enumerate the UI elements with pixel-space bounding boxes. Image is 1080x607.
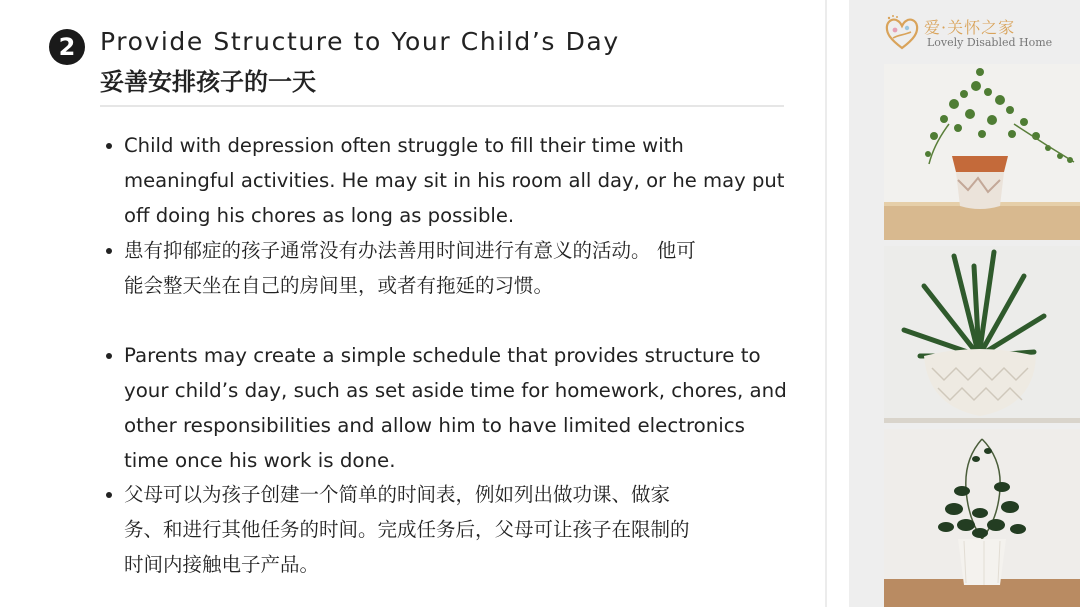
bullet-line: time once his work is done. (124, 449, 396, 472)
bullet-line: your child’s day, such as set aside time for homework, chores, and (124, 379, 787, 402)
bullet-line: Parents may create a simple schedule that provides structure to (124, 344, 761, 367)
succulent-image (884, 246, 1080, 423)
bullet-dot-icon (106, 143, 112, 149)
panel-divider (825, 0, 827, 607)
bullet-item-3 (124, 338, 804, 478)
bullet-line: 务、和进行其他任务的时间。完成任务后，父母可让孩子在限制的 (124, 518, 690, 541)
bullet-line: 时间内接触电子产品。 (124, 553, 320, 576)
bullet-dot-icon (106, 492, 112, 498)
bullet-line: 患有抑郁症的孩子通常没有办法善用时间进行有意义的活动。 他可 (124, 239, 696, 262)
bullet-item-1 (124, 128, 804, 233)
succulent-pot-photo (884, 246, 1080, 423)
bullet-dot-icon (106, 248, 112, 254)
bullet-line: 能会整天坐在自己的房间里，或者有拖延的习惯。 (124, 274, 554, 297)
bullet-dot-icon (106, 353, 112, 359)
hanging-plant-pot-photo (884, 64, 1080, 240)
bullet-line: Child with depression often struggle to fill their time with (124, 134, 684, 157)
bullet-line: other responsibilities and allow him to have limited electronics (124, 414, 745, 437)
logo-english-text: Lovely Disabled Home (927, 36, 1053, 49)
bullet-line: 父母可以为孩子创建一个简单的时间表，例如列出做功课、做家 (124, 483, 671, 506)
logo-chinese-text: 爱·关怀之家 (924, 18, 1016, 37)
page-title-english: Provide Structure to Your Child’s Day (100, 27, 620, 56)
title-divider (100, 105, 784, 107)
page-title-chinese: 妥善安排孩子的一天 (100, 68, 316, 96)
brand-logo (884, 14, 1080, 54)
bullet-item-4 (124, 477, 784, 582)
bullet-line: off doing his chores as long as possible. (124, 204, 515, 227)
hoya-plant-image (884, 429, 1080, 607)
hoya-plant-pot-photo (884, 429, 1080, 607)
hanging-plant-image (884, 64, 1080, 240)
bullet-item-2 (124, 233, 794, 303)
bullet-line: meaningful activities. He may sit in his room all day, or he may put (124, 169, 785, 192)
heart-logo-icon (884, 14, 920, 52)
slide-number-badge: 2 (49, 29, 85, 65)
